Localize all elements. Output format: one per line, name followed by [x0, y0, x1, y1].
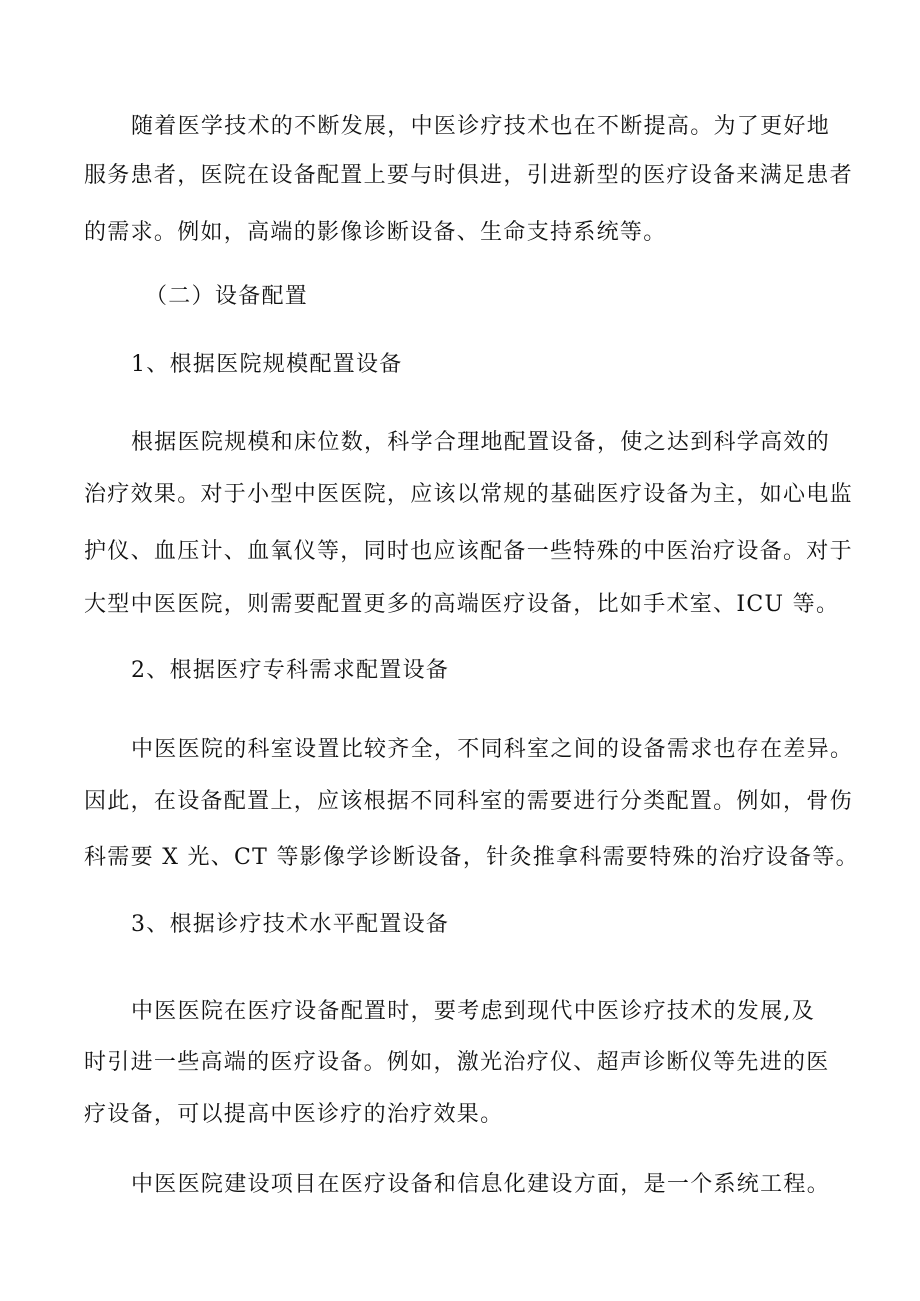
item-1-line-4: 大型中医医院，则需要配置更多的高端医疗设备，比如手术室、ICU 等。 — [84, 592, 840, 617]
item-1-line-1: 根据医院规模和床位数，科学合理地配置设备，使之达到科学高效的 — [131, 430, 831, 455]
item-3-heading: 3、根据诊疗技术水平配置设备 — [131, 912, 450, 937]
item-2-line-2: 因此，在设备配置上，应该根据不同科室的需要进行分类配置。例如，骨伤 — [84, 789, 853, 814]
item-2-line-1: 中医医院的科室设置比较齐全，不同科室之间的设备需求也存在差异。 — [131, 737, 854, 762]
section-heading: （二）设备配置 — [145, 284, 309, 309]
item-2-line-3: 科需要 X 光、CT 等影像学诊断设备，针灸推拿科需要特殊的治疗设备等。 — [84, 845, 859, 870]
item-1-line-2: 治疗效果。对于小型中医医院，应该以常规的基础医疗设备为主，如心电监 — [84, 482, 853, 507]
item-1-line-3: 护仪、血压计、血氧仪等，同时也应该配备一些特殊的中医治疗设备。对于 — [84, 539, 853, 564]
item-3-line-2: 时引进一些高端的医疗设备。例如，激光治疗仪、超声诊断仪等先进的医 — [84, 1050, 830, 1075]
closing-line: 中医医院建设项目在医疗设备和信息化建设方面，是一个系统工程。 — [131, 1172, 831, 1197]
paragraph-1-line-2: 服务患者，医院在设备配置上要与时俱进，引进新型的医疗设备来满足患者 — [84, 163, 853, 188]
item-2-heading: 2、根据医疗专科需求配置设备 — [131, 658, 450, 683]
paragraph-1-line-3: 的需求。例如，高端的影像诊断设备、生命支持系统等。 — [84, 220, 667, 245]
item-3-line-3: 疗设备，可以提高中医诊疗的治疗效果。 — [84, 1102, 504, 1127]
paragraph-1-line-1: 随着医学技术的不断发展，中医诊疗技术也在不断提高。为了更好地 — [131, 114, 831, 139]
item-1-heading: 1、根据医院规模配置设备 — [131, 352, 403, 377]
item-3-line-1: 中医医院在医疗设备配置时，要考虑到现代中医诊疗技术的发展,及 — [131, 999, 815, 1024]
